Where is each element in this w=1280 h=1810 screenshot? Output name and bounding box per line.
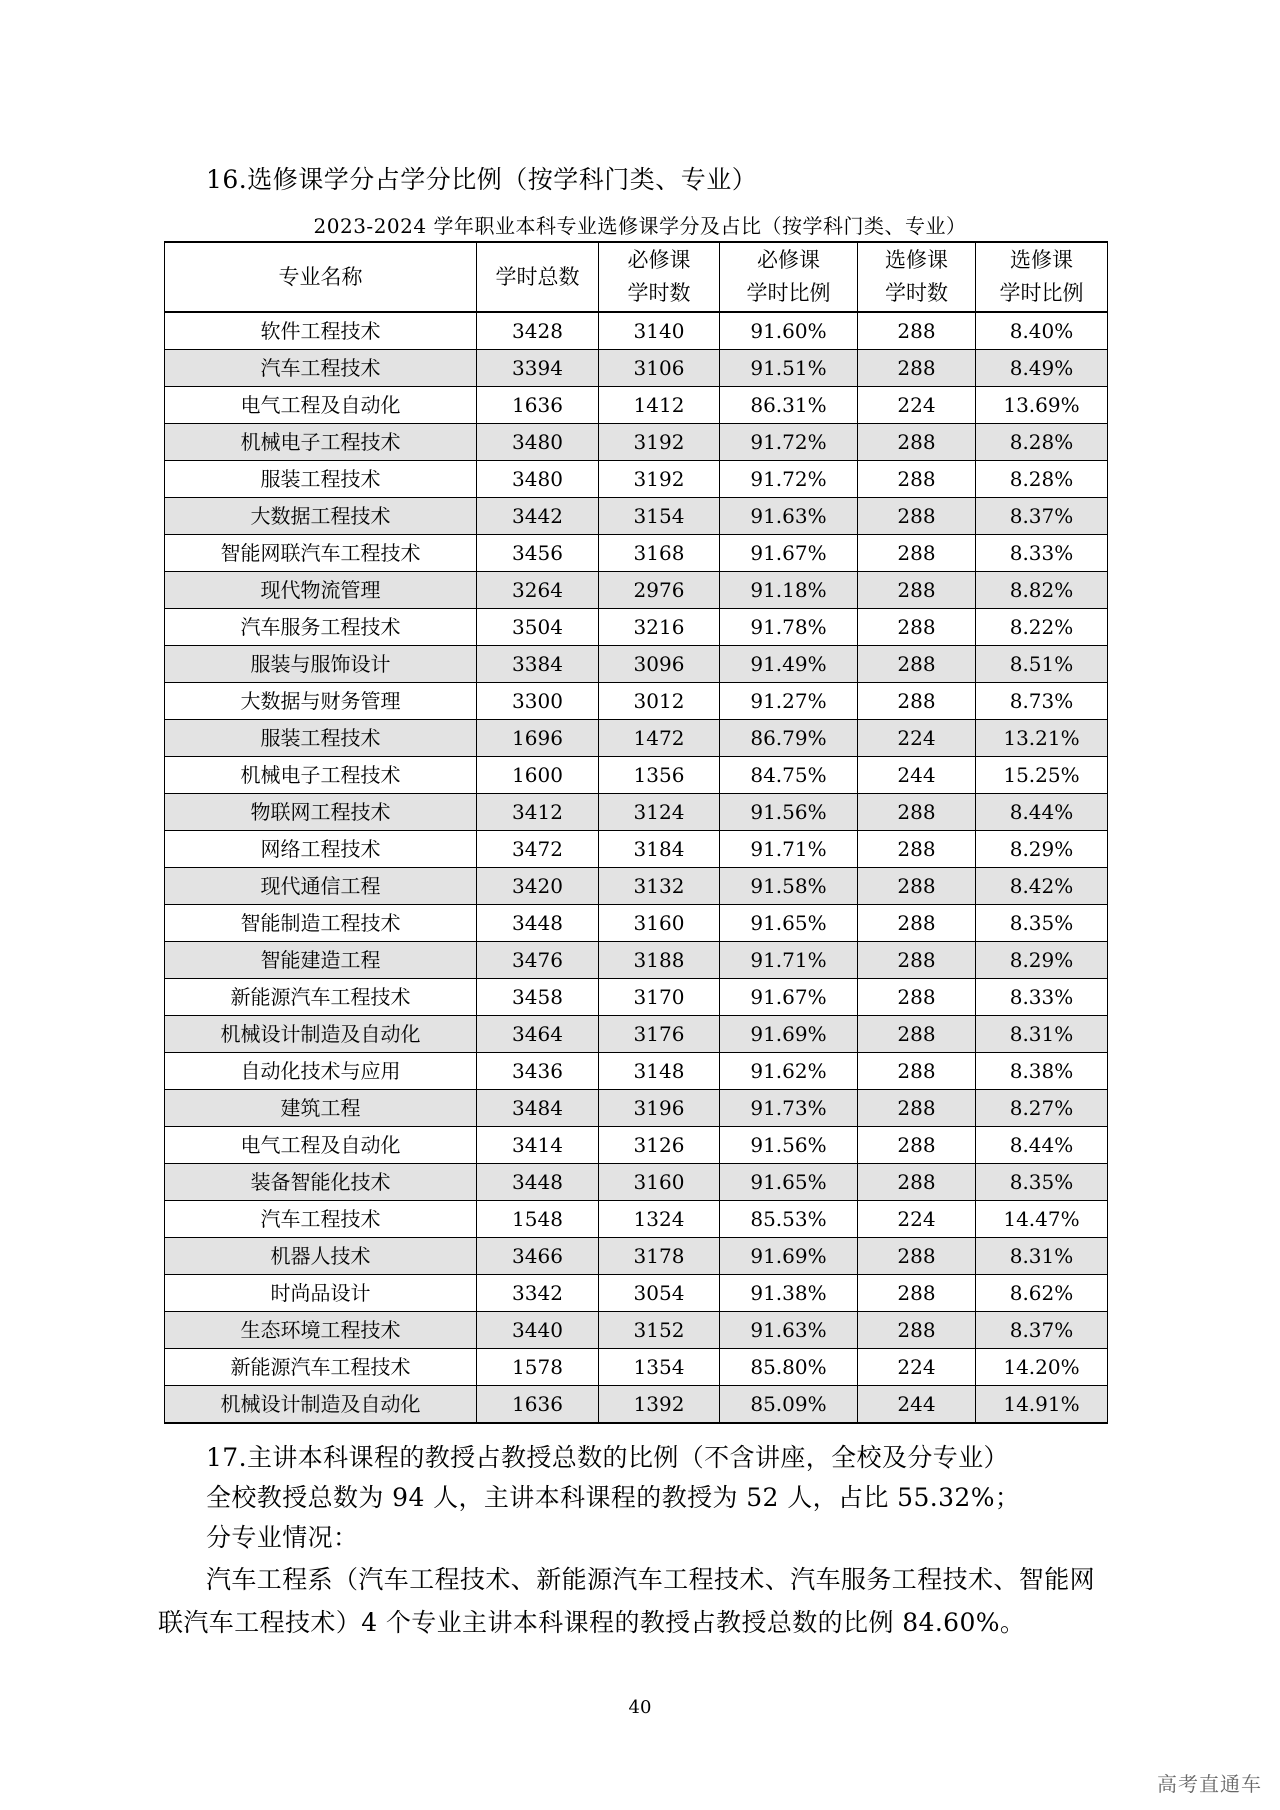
table-cell: 244 xyxy=(858,757,976,794)
table-row xyxy=(165,350,1108,387)
table-cell: 91.60% xyxy=(720,312,858,350)
table-cell: 8.31% xyxy=(976,1238,1108,1275)
major-name-cell: 生态环境工程技术 xyxy=(165,1312,477,1349)
table-cell: 3170 xyxy=(599,979,720,1016)
table-cell: 288 xyxy=(858,312,976,350)
table-cell: 3012 xyxy=(599,683,720,720)
table-cell: 8.51% xyxy=(976,646,1108,683)
table-cell: 288 xyxy=(858,1275,976,1312)
table-cell: 1696 xyxy=(477,720,599,757)
section-17-subheading: 分专业情况： xyxy=(206,1523,359,1552)
table-cell: 288 xyxy=(858,1164,976,1201)
table-cell: 91.78% xyxy=(720,609,858,646)
table-cell: 3106 xyxy=(599,350,720,387)
table-row xyxy=(165,1164,1108,1201)
table-cell: 224 xyxy=(858,720,976,757)
table-cell: 288 xyxy=(858,461,976,498)
table-cell: 91.65% xyxy=(720,905,858,942)
column-header: 选修课 学时数 xyxy=(858,242,976,312)
table-cell: 8.27% xyxy=(976,1090,1108,1127)
table-cell: 1324 xyxy=(599,1201,720,1238)
table-cell: 13.69% xyxy=(976,387,1108,424)
table-cell: 91.62% xyxy=(720,1053,858,1090)
table-cell: 3096 xyxy=(599,646,720,683)
table-cell: 288 xyxy=(858,1053,976,1090)
section-17-total: 全校教授总数为 94 人，主讲本科课程的教授为 52 人，占比 55.32%； xyxy=(206,1483,1021,1512)
major-name-cell: 汽车工程技术 xyxy=(165,1201,477,1238)
table-cell: 86.79% xyxy=(720,720,858,757)
table-cell: 288 xyxy=(858,1016,976,1053)
major-name-cell: 大数据与财务管理 xyxy=(165,683,477,720)
table-row xyxy=(165,905,1108,942)
table-cell: 288 xyxy=(858,683,976,720)
table-cell: 288 xyxy=(858,905,976,942)
table-cell: 8.22% xyxy=(976,609,1108,646)
table-cell: 288 xyxy=(858,572,976,609)
column-header: 必修课 学时比例 xyxy=(720,242,858,312)
table-cell: 3124 xyxy=(599,794,720,831)
table-cell: 3440 xyxy=(477,1312,599,1349)
table-cell: 224 xyxy=(858,387,976,424)
table-cell: 3196 xyxy=(599,1090,720,1127)
major-name-cell: 自动化技术与应用 xyxy=(165,1053,477,1090)
table-cell: 15.25% xyxy=(976,757,1108,794)
table-cell: 3448 xyxy=(477,1164,599,1201)
table-cell: 85.09% xyxy=(720,1386,858,1424)
section-16-title: 16.选修课学分占学分比例（按学科门类、专业） xyxy=(206,165,758,194)
table-row xyxy=(165,1386,1108,1424)
table-cell: 3192 xyxy=(599,461,720,498)
table-cell: 288 xyxy=(858,498,976,535)
table-row xyxy=(165,794,1108,831)
table-cell: 3480 xyxy=(477,461,599,498)
table-cell: 3480 xyxy=(477,424,599,461)
table-cell: 8.42% xyxy=(976,868,1108,905)
table-cell: 8.37% xyxy=(976,1312,1108,1349)
column-header: 专业名称 xyxy=(165,242,477,312)
table-cell: 224 xyxy=(858,1201,976,1238)
table-row xyxy=(165,942,1108,979)
table-cell: 91.72% xyxy=(720,461,858,498)
table-cell: 288 xyxy=(858,1090,976,1127)
table-row xyxy=(165,498,1108,535)
table-row xyxy=(165,683,1108,720)
table-cell: 85.80% xyxy=(720,1349,858,1386)
table-cell: 3456 xyxy=(477,535,599,572)
column-header: 学时总数 xyxy=(477,242,599,312)
table-cell: 8.38% xyxy=(976,1053,1108,1090)
table-cell: 3160 xyxy=(599,1164,720,1201)
table-row xyxy=(165,757,1108,794)
major-name-cell: 智能制造工程技术 xyxy=(165,905,477,942)
table-cell: 244 xyxy=(858,1386,976,1424)
table-cell: 3428 xyxy=(477,312,599,350)
table-cell: 8.44% xyxy=(976,1127,1108,1164)
table-cell: 1636 xyxy=(477,387,599,424)
table-cell: 91.67% xyxy=(720,535,858,572)
watermark: 高考直通车 xyxy=(1157,1772,1262,1796)
table-cell: 3458 xyxy=(477,979,599,1016)
table-cell: 3436 xyxy=(477,1053,599,1090)
table-cell: 91.63% xyxy=(720,1312,858,1349)
table-cell: 8.33% xyxy=(976,979,1108,1016)
table-row xyxy=(165,831,1108,868)
table-cell: 14.91% xyxy=(976,1386,1108,1424)
table-cell: 288 xyxy=(858,350,976,387)
table-cell: 8.62% xyxy=(976,1275,1108,1312)
table-cell: 91.49% xyxy=(720,646,858,683)
table-cell: 2976 xyxy=(599,572,720,609)
elective-credits-table xyxy=(164,241,1108,1424)
table-cell: 13.21% xyxy=(976,720,1108,757)
column-header: 选修课 学时比例 xyxy=(976,242,1108,312)
table-cell: 3414 xyxy=(477,1127,599,1164)
major-name-cell: 建筑工程 xyxy=(165,1090,477,1127)
table-cell: 1472 xyxy=(599,720,720,757)
table-row xyxy=(165,461,1108,498)
table-row xyxy=(165,1312,1108,1349)
table-cell: 8.37% xyxy=(976,498,1108,535)
table-cell: 3168 xyxy=(599,535,720,572)
table-cell: 14.20% xyxy=(976,1349,1108,1386)
table-cell: 3184 xyxy=(599,831,720,868)
table-cell: 3132 xyxy=(599,868,720,905)
table-cell: 86.31% xyxy=(720,387,858,424)
table-cell: 91.69% xyxy=(720,1016,858,1053)
table-cell: 3160 xyxy=(599,905,720,942)
table-cell: 3384 xyxy=(477,646,599,683)
table-body xyxy=(165,312,1108,1423)
table-row xyxy=(165,868,1108,905)
major-name-cell: 机械设计制造及自动化 xyxy=(165,1016,477,1053)
major-name-cell: 智能建造工程 xyxy=(165,942,477,979)
table-row xyxy=(165,1201,1108,1238)
table-cell: 3148 xyxy=(599,1053,720,1090)
table-row xyxy=(165,1349,1108,1386)
table-cell: 8.29% xyxy=(976,831,1108,868)
section-17-paragraph-line-2: 联汽车工程技术）4 个专业主讲本科课程的教授占教授总数的比例 84.60%。 xyxy=(158,1608,1026,1637)
table-cell: 3188 xyxy=(599,942,720,979)
table-cell: 91.69% xyxy=(720,1238,858,1275)
table-cell: 91.18% xyxy=(720,572,858,609)
table-cell: 288 xyxy=(858,794,976,831)
section-17-paragraph-line-1: 汽车工程系（汽车工程技术、新能源汽车工程技术、汽车服务工程技术、智能网 xyxy=(206,1565,1096,1594)
table-cell: 91.51% xyxy=(720,350,858,387)
section-17-title: 17.主讲本科课程的教授占教授总数的比例（不含讲座，全校及分专业） xyxy=(206,1443,1009,1472)
major-name-cell: 现代通信工程 xyxy=(165,868,477,905)
table-row xyxy=(165,720,1108,757)
table-cell: 8.44% xyxy=(976,794,1108,831)
table-cell: 3054 xyxy=(599,1275,720,1312)
table-cell: 3442 xyxy=(477,498,599,535)
table-cell: 288 xyxy=(858,1238,976,1275)
table-row xyxy=(165,1127,1108,1164)
table-cell: 3464 xyxy=(477,1016,599,1053)
table-cell: 3300 xyxy=(477,683,599,720)
table-row xyxy=(165,1053,1108,1090)
table-cell: 1356 xyxy=(599,757,720,794)
table-cell: 3484 xyxy=(477,1090,599,1127)
major-name-cell: 机械设计制造及自动化 xyxy=(165,1386,477,1424)
column-header: 必修课 学时数 xyxy=(599,242,720,312)
table-cell: 288 xyxy=(858,831,976,868)
table-cell: 288 xyxy=(858,1127,976,1164)
table-caption: 2023-2024 学年职业本科专业选修课学分及占比（按学科门类、专业） xyxy=(313,214,967,238)
table-cell: 288 xyxy=(858,535,976,572)
table-cell: 91.71% xyxy=(720,831,858,868)
table-cell: 8.40% xyxy=(976,312,1108,350)
major-name-cell: 汽车服务工程技术 xyxy=(165,609,477,646)
table-cell: 91.27% xyxy=(720,683,858,720)
table-cell: 3394 xyxy=(477,350,599,387)
table-cell: 288 xyxy=(858,868,976,905)
table-cell: 91.58% xyxy=(720,868,858,905)
table-cell: 3178 xyxy=(599,1238,720,1275)
table-row xyxy=(165,535,1108,572)
major-name-cell: 网络工程技术 xyxy=(165,831,477,868)
table-cell: 3504 xyxy=(477,609,599,646)
table-row xyxy=(165,609,1108,646)
table-cell: 288 xyxy=(858,1312,976,1349)
table-cell: 91.72% xyxy=(720,424,858,461)
major-name-cell: 新能源汽车工程技术 xyxy=(165,1349,477,1386)
table-cell: 8.28% xyxy=(976,424,1108,461)
major-name-cell: 汽车工程技术 xyxy=(165,350,477,387)
table-cell: 91.65% xyxy=(720,1164,858,1201)
major-name-cell: 服装工程技术 xyxy=(165,720,477,757)
table-cell: 3448 xyxy=(477,905,599,942)
table-cell: 3152 xyxy=(599,1312,720,1349)
table-header-row xyxy=(165,242,1108,312)
major-name-cell: 物联网工程技术 xyxy=(165,794,477,831)
table-cell: 288 xyxy=(858,979,976,1016)
table-cell: 3412 xyxy=(477,794,599,831)
table-cell: 91.38% xyxy=(720,1275,858,1312)
major-name-cell: 大数据工程技术 xyxy=(165,498,477,535)
major-name-cell: 装备智能化技术 xyxy=(165,1164,477,1201)
major-name-cell: 机械电子工程技术 xyxy=(165,757,477,794)
table-cell: 1548 xyxy=(477,1201,599,1238)
major-name-cell: 时尚品设计 xyxy=(165,1275,477,1312)
table-cell: 3192 xyxy=(599,424,720,461)
table-cell: 14.47% xyxy=(976,1201,1108,1238)
table-row xyxy=(165,1016,1108,1053)
major-name-cell: 现代物流管理 xyxy=(165,572,477,609)
major-name-cell: 服装与服饰设计 xyxy=(165,646,477,683)
table-cell: 1578 xyxy=(477,1349,599,1386)
major-name-cell: 机器人技术 xyxy=(165,1238,477,1275)
table-cell: 91.56% xyxy=(720,794,858,831)
table-cell: 3342 xyxy=(477,1275,599,1312)
table-row xyxy=(165,424,1108,461)
page-number: 40 xyxy=(628,1697,652,1718)
table-row xyxy=(165,572,1108,609)
table-cell: 91.71% xyxy=(720,942,858,979)
table-cell: 8.33% xyxy=(976,535,1108,572)
table-cell: 1636 xyxy=(477,1386,599,1424)
table-cell: 288 xyxy=(858,942,976,979)
table-cell: 8.31% xyxy=(976,1016,1108,1053)
major-name-cell: 软件工程技术 xyxy=(165,312,477,350)
table-cell: 8.29% xyxy=(976,942,1108,979)
table-cell: 91.63% xyxy=(720,498,858,535)
table-cell: 288 xyxy=(858,646,976,683)
table-cell: 3476 xyxy=(477,942,599,979)
table-cell: 8.73% xyxy=(976,683,1108,720)
table-cell: 91.67% xyxy=(720,979,858,1016)
table-cell: 1600 xyxy=(477,757,599,794)
table-cell: 3126 xyxy=(599,1127,720,1164)
major-name-cell: 新能源汽车工程技术 xyxy=(165,979,477,1016)
table-cell: 91.73% xyxy=(720,1090,858,1127)
table-cell: 288 xyxy=(858,424,976,461)
table-row xyxy=(165,1275,1108,1312)
table-row xyxy=(165,312,1108,350)
table-cell: 3264 xyxy=(477,572,599,609)
major-name-cell: 机械电子工程技术 xyxy=(165,424,477,461)
table-header xyxy=(165,242,1108,312)
major-name-cell: 智能网联汽车工程技术 xyxy=(165,535,477,572)
table-cell: 84.75% xyxy=(720,757,858,794)
table-cell: 8.82% xyxy=(976,572,1108,609)
table-row xyxy=(165,1090,1108,1127)
table-cell: 8.49% xyxy=(976,350,1108,387)
table-cell: 3472 xyxy=(477,831,599,868)
table-row xyxy=(165,387,1108,424)
table-cell: 1392 xyxy=(599,1386,720,1424)
table-cell: 91.56% xyxy=(720,1127,858,1164)
table-cell: 3466 xyxy=(477,1238,599,1275)
table-cell: 8.28% xyxy=(976,461,1108,498)
table-row xyxy=(165,979,1108,1016)
table-cell: 1412 xyxy=(599,387,720,424)
table-cell: 3154 xyxy=(599,498,720,535)
table-row xyxy=(165,1238,1108,1275)
table-cell: 3420 xyxy=(477,868,599,905)
table-cell: 1354 xyxy=(599,1349,720,1386)
table-cell: 8.35% xyxy=(976,1164,1108,1201)
table-row xyxy=(165,646,1108,683)
table-cell: 3216 xyxy=(599,609,720,646)
major-name-cell: 电气工程及自动化 xyxy=(165,1127,477,1164)
table-cell: 224 xyxy=(858,1349,976,1386)
table-cell: 3176 xyxy=(599,1016,720,1053)
table-cell: 8.35% xyxy=(976,905,1108,942)
table-cell: 85.53% xyxy=(720,1201,858,1238)
table-cell: 3140 xyxy=(599,312,720,350)
major-name-cell: 服装工程技术 xyxy=(165,461,477,498)
table-cell: 288 xyxy=(858,609,976,646)
major-name-cell: 电气工程及自动化 xyxy=(165,387,477,424)
